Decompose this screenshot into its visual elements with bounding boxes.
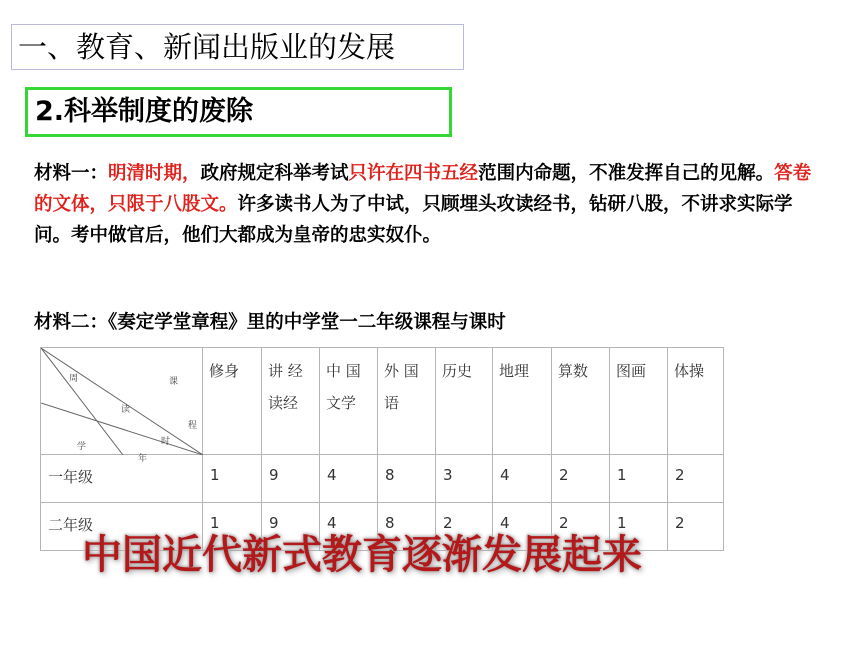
corner-label-shi: 时 — [161, 437, 171, 447]
material-one-text-1: 政府规定科举考试 — [200, 163, 349, 184]
corner-label-nian: 年 — [138, 454, 148, 464]
table-cell: 2 — [668, 503, 724, 551]
table-cell: 3 — [436, 455, 493, 503]
material-one — [34, 158, 814, 251]
header-xiushen: 修身 — [203, 348, 262, 455]
header-lishi: 历史 — [436, 348, 493, 455]
table-cell: 4 — [493, 503, 552, 551]
course-table — [40, 347, 724, 551]
conclusion-banner: 中国近代新式教育逐渐发展起来 — [82, 531, 642, 578]
table-cell: 8 — [378, 455, 436, 503]
material-one-text-2: 范围内命题，不准发挥自己的见解。 — [478, 163, 775, 184]
table-cell: 1 — [610, 455, 668, 503]
header-jiangjing: 讲 经 读经 — [262, 348, 320, 455]
table-header-row — [41, 348, 724, 455]
material-one-highlight-1: 明清时期， — [108, 163, 201, 184]
header-zhongguo-wenxue: 中 国 文学 — [320, 348, 378, 455]
material-one-label: 材料一： — [34, 163, 109, 184]
table-cell: 9 — [262, 455, 320, 503]
table-cell: 1 — [610, 503, 668, 551]
header-dili: 地理 — [493, 348, 552, 455]
table-cell: 4 — [493, 455, 552, 503]
table-cell: 2 — [552, 455, 610, 503]
header-waiguoyu: 外 国 语 — [378, 348, 436, 455]
table-cell: 8 — [378, 503, 436, 551]
header-tuhua: 图画 — [610, 348, 668, 455]
header-suanshu: 算数 — [552, 348, 610, 455]
row-label-grade-1: 一年级 — [41, 455, 203, 503]
table-cell: 1 — [203, 455, 262, 503]
corner-label-zhou: 周 — [69, 374, 79, 384]
corner-label-ke: 课 — [169, 377, 179, 387]
section-title: 一、教育、新闻出版业的发展 — [11, 24, 464, 70]
table-cell: 4 — [320, 455, 378, 503]
corner-label-xue: 学 — [77, 442, 87, 452]
table-cell: 4 — [320, 503, 378, 551]
table-cell: 9 — [262, 503, 320, 551]
material-one-highlight-2: 只许在四书五经 — [348, 163, 479, 184]
diagonal-header-cell — [41, 348, 203, 464]
material-one-text-3: 许多读书人为了中试，只顾埋头攻读经书，钻研八股，不讲求实际学问。考中做官后，他们大都成为皇帝的忠实奴仆。 — [34, 194, 793, 246]
table-cell: 2 — [552, 503, 610, 551]
material-two: 材料二：《奏定学堂章程》里的中学堂一二年级课程与课时 — [34, 312, 506, 333]
corner-label-du: 读 — [121, 405, 131, 415]
table-cell: 2 — [668, 455, 724, 503]
subsection-title: 2.科举制度的废除 — [25, 87, 452, 137]
header-ticao: 体操 — [668, 348, 724, 455]
corner-label-cheng: 程 — [188, 421, 198, 431]
material-one-highlight-3: 答卷的文体，只限于八股文。 — [34, 163, 812, 215]
table-cell: 2 — [436, 503, 493, 551]
table-cell: 1 — [203, 503, 262, 551]
row-label-grade-2: 二年级 — [41, 503, 203, 551]
